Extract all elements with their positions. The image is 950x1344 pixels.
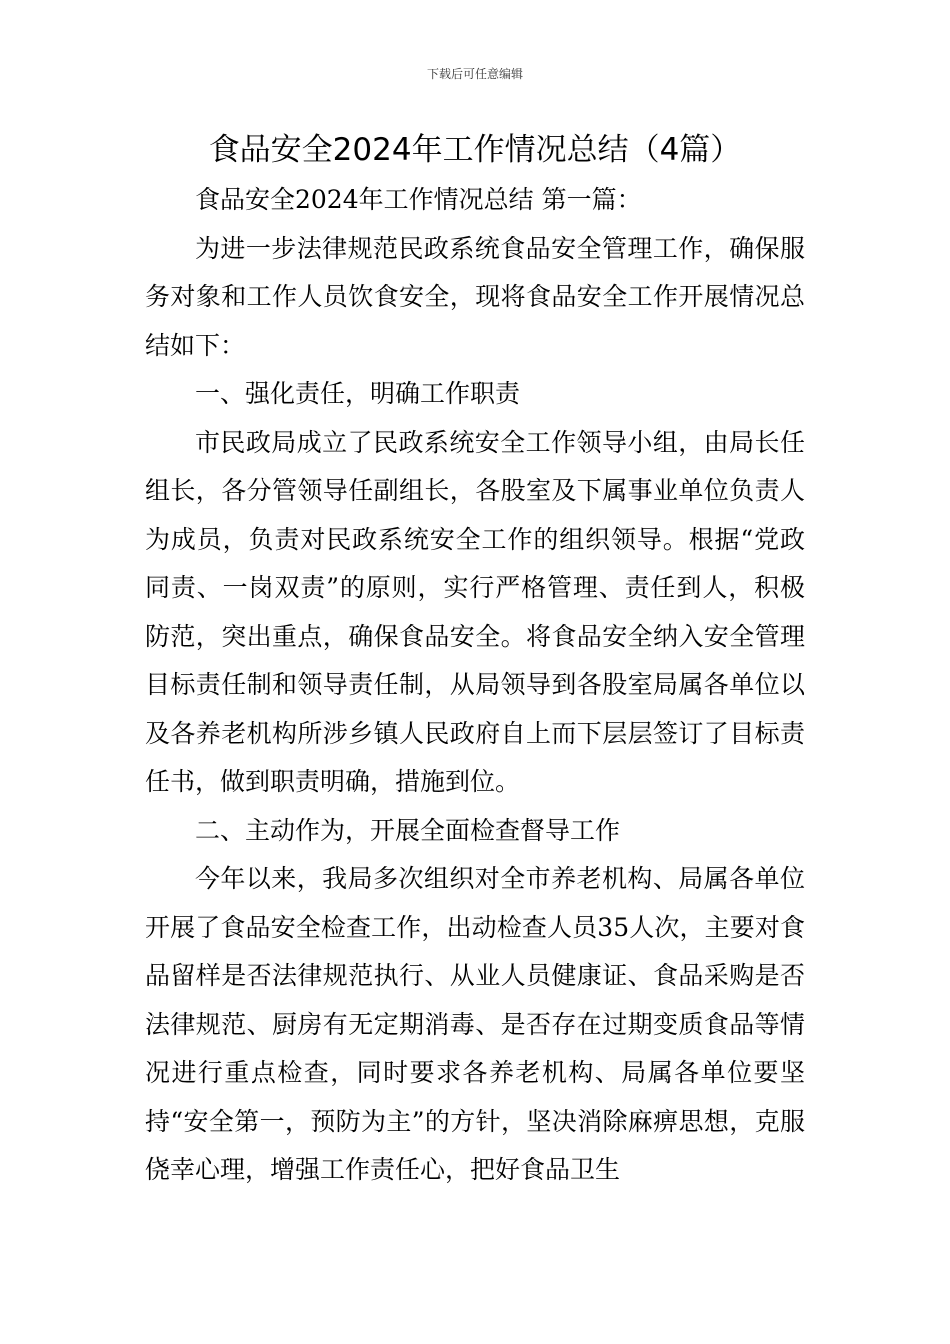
header-note: 下载后可任意编辑 [426, 67, 523, 81]
section-heading-1: 一、强化责任，明确工作职责 [195, 379, 521, 408]
section-intro: 食品安全2024年工作情况总结 第一篇： [195, 185, 642, 214]
paragraph-inspection: 今年以来，我局多次组织对全市养老机构、局属各单位开展了食品安全检查工作，出动检查人员35人次，主要对食品留样是否法律规范执行、从业人员健康证、食品采购是否法律规范、厨房有无定期消毒、是否存在过期变质食品等情况进行重点检查，同时要求各养老机构、局属各单位要坚持“安全第一，预防为主”的方针，坚决消除麻痹思想，克服侥幸心理，增强工作责任心，把好食品卫生 [145, 864, 805, 1184]
document-body [145, 176, 805, 1195]
section-heading-2: 二、主动作为，开展全面检查督导工作 [195, 815, 621, 845]
paragraph-purpose: 为进一步法律规范民政系统食品安全管理工作，确保服务对象和工作人员饮食安全，现将食品安全工作开展情况总结如下： [145, 233, 805, 360]
document-title: 食品安全2024年工作情况总结（4篇） [208, 132, 742, 168]
paragraph-responsibility: 市民政局成立了民政系统安全工作领导小组，由局长任组长，各分管领导任副组长，各股室及下属事业单位负责人为成员，负责对民政系统安全工作的组织领导。根据“党政同责、一岗双责”的原则，实行严格管理、责任到人，积极防范，突出重点，确保食品安全。将食品安全纳入安全管理目标责任制和领导责任制，从局领导到各股室局属各单位以及各养老机构所涉乡镇人民政府自上而下层层签订了目标责任书，做到职责明确，措施到位。 [145, 427, 805, 796]
